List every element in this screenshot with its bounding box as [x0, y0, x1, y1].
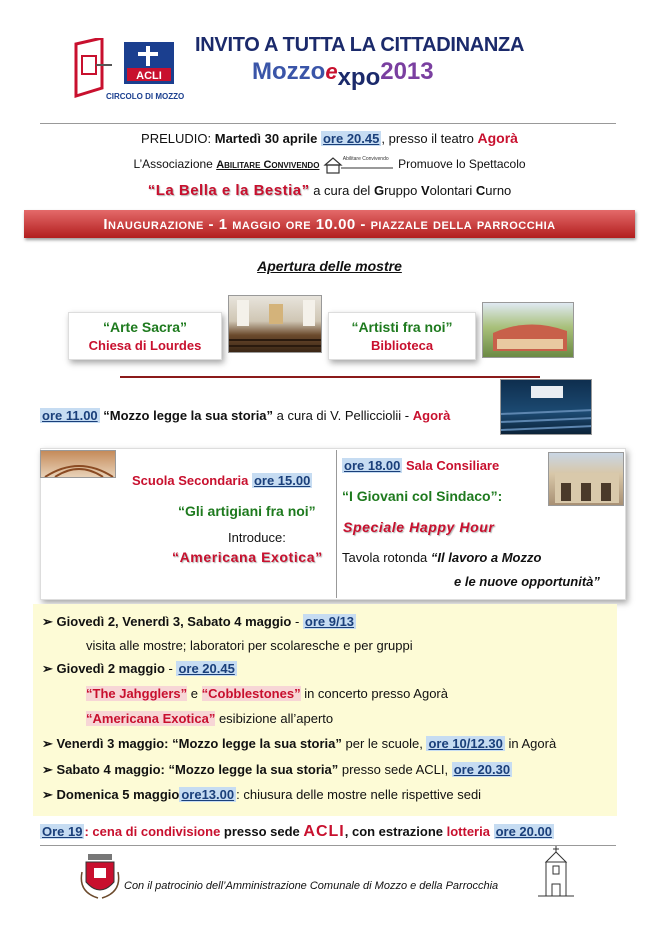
schedule-6-q: “Mozzo legge la sua storia” [168, 736, 342, 751]
mostre-heading: Apertura delle mostre [257, 258, 402, 274]
expo-year: 2013 [380, 58, 434, 85]
schedule-8-rest: : chiusura delle mostre nelle rispettive sedi [236, 787, 482, 802]
show-title: “La Bella e la Bestia” [147, 182, 310, 199]
left-event-header [132, 473, 312, 488]
association-sign [323, 156, 395, 174]
schedule-1-lead: Giovedì 2, Venerdì 3, Sabato 4 maggio [56, 614, 292, 629]
preludio-time: ore 20.45 [322, 131, 380, 146]
association-post: Promuove lo Spettacolo [398, 157, 526, 172]
schedule-row-6 [42, 736, 556, 752]
mostre-divider [120, 376, 540, 378]
crest-icon [80, 852, 120, 900]
schedule-7-rest: presso sede ACLI, [338, 762, 452, 777]
agora-photo [500, 379, 592, 435]
schedule-4-q1: “The Jahgglers” [86, 686, 188, 701]
right-event-tavola [342, 550, 541, 565]
final-line [40, 823, 554, 841]
divider-bottom [40, 845, 616, 846]
association-pre: L’Associazione [133, 157, 213, 172]
comune-crest [80, 852, 120, 900]
schedule-7-q: “Mozzo legge la sua storia” [164, 762, 339, 777]
association-name: Abilitare Convivendo [216, 159, 320, 172]
right-event-place: Sala Consiliare [406, 458, 500, 473]
talk-place: Agorà [412, 408, 451, 423]
preludio-label: PRELUDIO: [141, 131, 212, 146]
left-event-intro: Introduce: [228, 530, 286, 545]
schedule-5-rest: esibizione all’aperto [215, 711, 334, 726]
right-event-tavola-pre: Tavola rotonda [342, 550, 428, 565]
divider-top [40, 123, 616, 124]
right-event-time: ore 18.00 [344, 458, 401, 473]
final-lotteria: lotteria [446, 824, 490, 839]
chiesa-photo [228, 295, 322, 353]
final-acli: ACLI [303, 823, 345, 840]
schedule-box [33, 604, 617, 816]
preludio-place: Agorà [477, 130, 518, 146]
schedule-4-rest: in concerto presso Agorà [300, 686, 448, 701]
schedule-row-1 [42, 614, 356, 630]
circolo-label: CIRCOLO DI MOZZO [106, 92, 185, 101]
schedule-6-rest: per le scuole, [341, 736, 427, 751]
show-line [0, 182, 659, 199]
show-cura-pre: a cura del [313, 183, 371, 198]
schedule-1-time: ore 9/13 [304, 614, 355, 629]
show-olontari: olontari [429, 183, 473, 198]
schedule-row-4 [86, 686, 448, 701]
left-event-guest: “Americana Exotica” [172, 549, 323, 565]
footer-text: Con il patrocinio dell’Amministrazione Comunale di Mozzo e della Parrocchia [124, 880, 499, 892]
schedule-6-time: ore 10/12.30 [428, 736, 503, 751]
expo-e: e [325, 59, 338, 84]
card-arte-sacra-place: Chiesa di Lourdes [88, 338, 202, 353]
biblioteca-photo [482, 302, 574, 358]
preludio-line [0, 130, 659, 146]
talk-cura: a cura di V. Pellicciolii - [276, 408, 410, 423]
expo-xpo: xpo [337, 64, 381, 91]
final-con: , con estrazione [344, 824, 447, 839]
final-time1: Ore 19 [42, 824, 83, 839]
talk-time: ore 11.00 [42, 408, 98, 423]
show-gruppo [374, 183, 417, 198]
left-event-time: ore 15.00 [253, 473, 311, 488]
chiesa-image-icon [229, 296, 322, 353]
association-sign-label: Abilitare Convivendo [342, 156, 389, 162]
card-artisti-title: “Artisti fra noi” [351, 319, 453, 335]
show-g: G [373, 183, 385, 198]
expo-title [252, 58, 434, 91]
left-event-place: Scuola Secondaria [132, 473, 249, 488]
biblioteca-image-icon [483, 303, 574, 358]
left-event-title: “Gli artigiani fra noi” [178, 503, 316, 519]
right-event-title: “I Giovani col Sindaco”: [342, 488, 503, 504]
page-title: INVITO A TUTTA LA CITTADINANZA [195, 34, 525, 56]
card-arte-sacra-title: “Arte Sacra” [102, 319, 188, 335]
bullet-arrow-icon: ➢ [42, 736, 53, 751]
bullet-arrow-icon: ➢ [42, 787, 53, 802]
schedule-7-time: ore 20.30 [453, 762, 511, 777]
card-artisti-place: Biblioteca [370, 338, 434, 353]
right-event-header [342, 458, 499, 473]
schedule-row-2: visita alle mostre; laboratori per scolaresche e per gruppi [86, 638, 413, 653]
show-urno: urno [485, 183, 512, 198]
schedule-1-sep: - [291, 614, 303, 629]
schedule-row-5 [86, 711, 333, 726]
schedule-5-q1: “Americana Exotica” [86, 711, 216, 726]
schedule-row-8 [42, 787, 481, 803]
right-event-tavola-1: “Il lavoro a Mozzo [430, 550, 542, 565]
schedule-4-q2: “Cobblestones” [201, 686, 301, 701]
right-event-happy: Speciale Happy Hour [343, 519, 495, 535]
show-volontari [421, 183, 472, 198]
card-artisti [328, 312, 476, 360]
schedule-row-7 [42, 762, 512, 778]
bullet-arrow-icon: ➢ [42, 661, 53, 676]
inaugurazione-text: Inaugurazione - 1 maggio ore 10.00 - piazzale della parrocchia [103, 215, 556, 233]
preludio-day: Martedì 30 aprile [214, 131, 318, 146]
scuola-photo [40, 450, 116, 478]
scuola-image-icon [41, 451, 116, 478]
inaugurazione-banner [24, 210, 635, 238]
sala-image-icon [549, 453, 624, 506]
svg-text:ACLI: ACLI [136, 70, 162, 82]
church-drawing [538, 846, 574, 898]
schedule-3-lead: Giovedì 2 maggio [56, 661, 165, 676]
right-event-tavola-2: e le nuove opportunità” [454, 574, 600, 589]
schedule-8-time: ore13.00 [181, 787, 235, 802]
show-c: C [475, 183, 486, 198]
final-cena: : cena di condivisione [84, 824, 221, 839]
bullet-arrow-icon: ➢ [42, 762, 53, 777]
final-time2: ore 20.00 [495, 824, 552, 839]
final-presso: presso sede [220, 824, 304, 839]
agora-image-icon [501, 380, 592, 435]
schedule-7-lead: Sabato 4 maggio: [56, 762, 165, 777]
talk-title: “Mozzo legge la sua storia” [103, 408, 274, 423]
schedule-4-e: e [187, 686, 202, 701]
events-divider [336, 450, 337, 598]
schedule-8-lead: Domenica 5 maggio [56, 787, 180, 802]
acli-logo [72, 38, 185, 102]
schedule-6-rest2: in Agorà [504, 736, 557, 751]
show-v: V [420, 183, 430, 198]
show-curno [476, 183, 511, 198]
association-line [0, 156, 659, 174]
schedule-row-3 [42, 661, 237, 677]
preludio-place-pre: , presso il teatro [381, 131, 474, 146]
church-icon [538, 846, 574, 898]
show-ruppo: ruppo [384, 183, 418, 198]
schedule-3-time: ore 20.45 [178, 661, 235, 676]
bullet-arrow-icon: ➢ [42, 614, 53, 629]
card-arte-sacra [68, 312, 222, 360]
sala-photo [548, 452, 624, 506]
schedule-3-sep: - [164, 661, 177, 676]
schedule-6-lead: Venerdì 3 maggio: [56, 736, 169, 751]
talk-line [40, 408, 450, 423]
expo-mozzo: Mozzo [252, 58, 326, 85]
